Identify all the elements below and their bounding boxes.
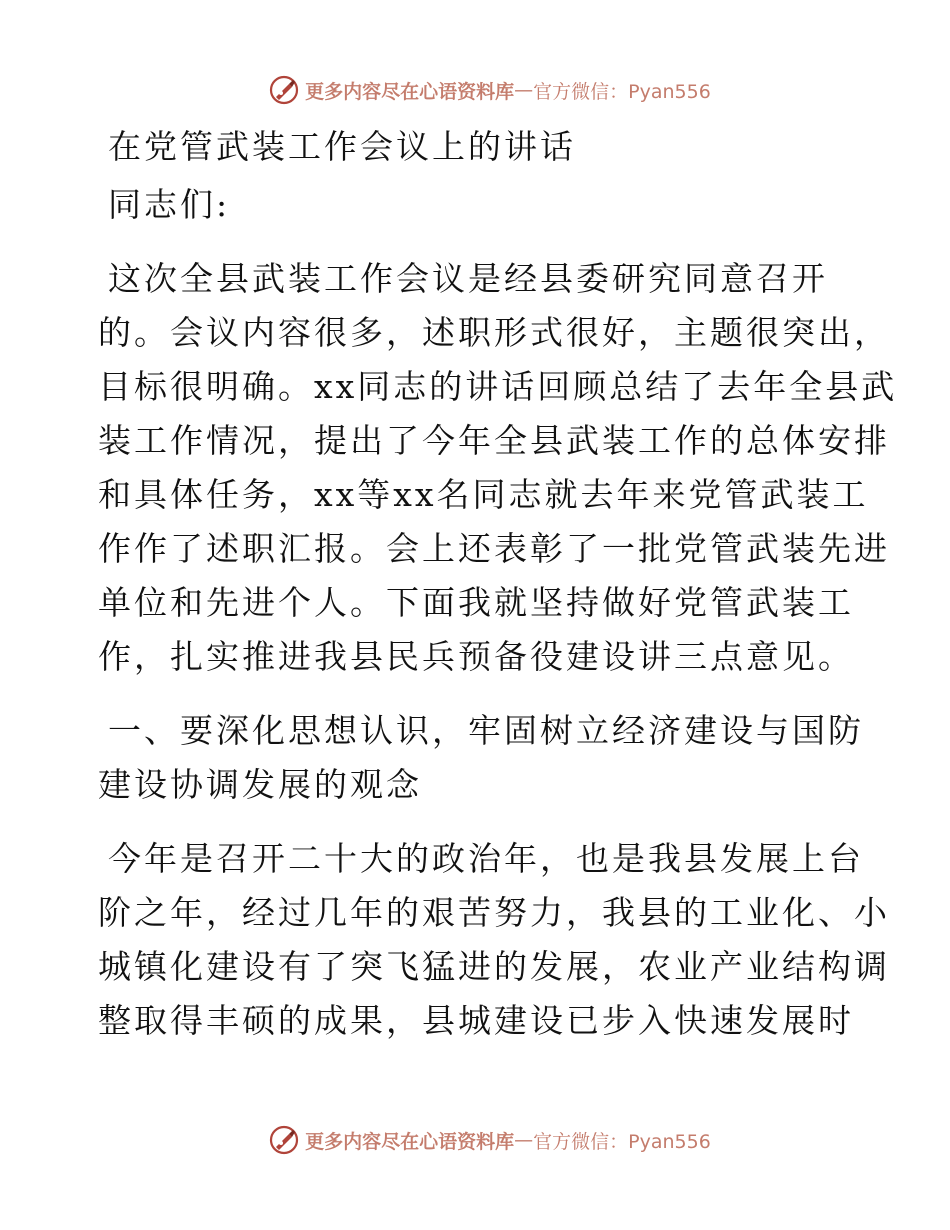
watermark-wechat: 官方微信：Pyan556 bbox=[533, 1130, 711, 1153]
heading-line: 建设协调发展的观念 bbox=[98, 765, 422, 804]
heading-line: 一、要深化思想认识，牢固树立经济建设与国防 bbox=[108, 711, 864, 750]
paragraph-line: 单位和先进个人。下面我就坚持做好党管武装工 bbox=[98, 583, 854, 622]
paragraph-line: 阶之年，经过几年的艰苦努力，我县的工业化、小 bbox=[98, 893, 890, 932]
paragraph-line: 的。会议内容很多，述职形式很好，主题很突出， bbox=[98, 313, 890, 352]
pen-logo-icon bbox=[269, 75, 299, 105]
paragraph-line: 和具体任务，xx等xx名同志就去年来党管武装工 bbox=[98, 475, 869, 514]
salutation: 同志们: bbox=[108, 185, 231, 224]
paragraph-line: 城镇化建设有了突飞猛进的发展，农业产业结构调 bbox=[98, 947, 890, 986]
section-heading-1 bbox=[98, 704, 864, 812]
watermark-text: 更多内容尽在心语资料库 bbox=[305, 80, 515, 103]
watermark-inner bbox=[269, 1125, 711, 1155]
paragraph-1 bbox=[98, 252, 898, 684]
watermark-wechat: 官方微信：Pyan556 bbox=[533, 80, 711, 103]
watermark-dash: — bbox=[514, 79, 534, 101]
paragraph-2 bbox=[98, 832, 890, 1048]
paragraph-line: 作，扎实推进我县民兵预备役建设讲三点意见。 bbox=[98, 637, 854, 676]
watermark-banner-top bbox=[0, 70, 950, 110]
paragraph-line: 今年是召开二十大的政治年，也是我县发展上台 bbox=[108, 839, 864, 878]
watermark-inner bbox=[269, 75, 711, 105]
document-title: 在党管武装工作会议上的讲话 bbox=[108, 127, 576, 166]
paragraph-line: 整取得丰硕的成果，县城建设已步入快速发展时 bbox=[98, 1001, 854, 1040]
document-body bbox=[98, 120, 898, 1048]
paragraph-line: 目标很明确。xx同志的讲话回顾总结了去年全县武 bbox=[98, 367, 898, 406]
paragraph-line: 装工作情况，提出了今年全县武装工作的总体安排 bbox=[98, 421, 890, 460]
paragraph-line: 这次全县武装工作会议是经县委研究同意召开 bbox=[108, 259, 828, 298]
pen-logo-icon bbox=[269, 1125, 299, 1155]
watermark-dash: — bbox=[514, 1129, 534, 1151]
watermark-banner-bottom bbox=[0, 1120, 950, 1160]
watermark-text: 更多内容尽在心语资料库 bbox=[305, 1130, 515, 1153]
paragraph-line: 作作了述职汇报。会上还表彰了一批党管武装先进 bbox=[98, 529, 890, 568]
